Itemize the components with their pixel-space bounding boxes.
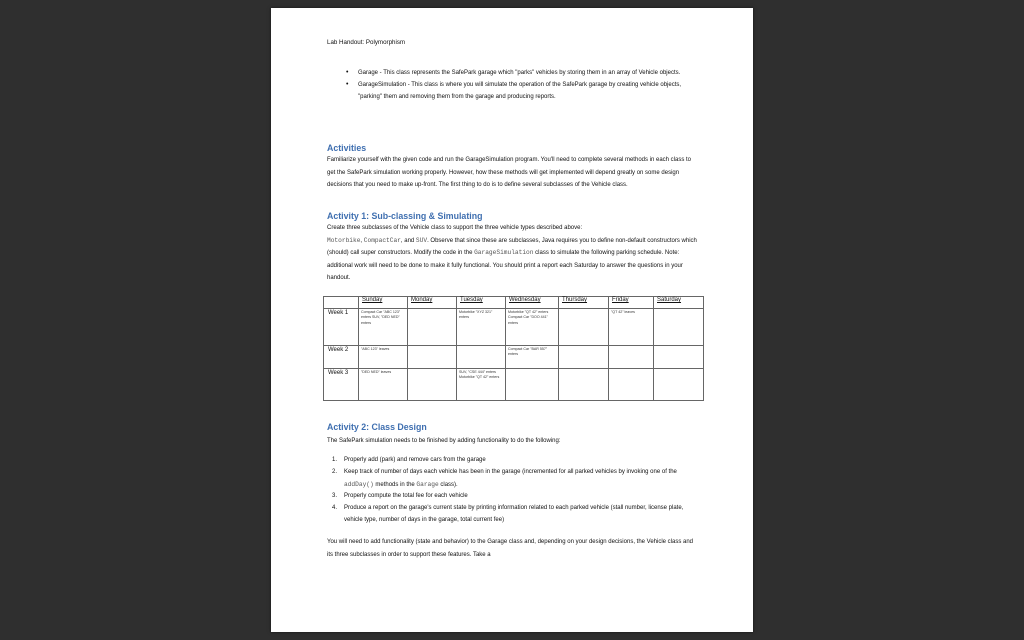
schedule-cell: Motorbike "XYZ 321" enters [457,309,506,346]
schedule-cell [654,369,704,401]
schedule-cell [654,346,704,369]
schedule-cell [559,369,609,401]
bullet-garage-simulation: • GarageSimulation - This class is where you will simulate the operation of the SafePark garage by creating vehicle objects, "parking" them and removing them from the garage and producing reports. [344,79,704,103]
week-label: Week 1 [324,309,359,346]
task-item: 3. Properly compute the total fee for each vehicle [332,493,468,500]
schedule-cell [609,346,654,369]
day-header: Thursday [559,297,609,309]
week-label: Week 2 [324,346,359,369]
schedule-cell: Compact Car "BAR 557" enters [506,346,559,369]
day-header: Saturday [654,297,704,309]
week-label: Week 3 [324,369,359,401]
task-item: 4. Produce a report on the garage's current state by printing information related to each parked vehicle (stall number, license plate, vehicle type, number of days in the garage, total current fee) [332,505,684,523]
day-header: Sunday [359,297,408,309]
activity1-body: Create three subclasses of the Vehicle class to support the three vehicle types described above: Motorbike, CompactCar, and SUV. Observe that since these are subclasses, Java requires you to define non-default constructors which (should) call super constructors. Modify the code in the GarageSimulation class to simulate the following parking schedule. Note: additional work will need to be done to make it fully functional. You should print a report each Saturday to answer the questions in your handout. [327,225,697,282]
parking-schedule-table [323,296,704,401]
task-list [327,455,699,527]
schedule-row [324,369,704,401]
schedule-cell: "ABC 123" leaves [359,346,408,369]
activities-heading: Activities [327,143,367,153]
activity2-heading: Activity 2: Class Design [327,422,427,432]
bullet-garage: • Garage - This class represents the SafePark garage which "parks" vehicles by storing them in an array of Vehicle objects. [344,67,704,79]
day-header: Wednesday [506,297,559,309]
activity2-intro: The SafePark simulation needs to be finished by adding functionality to do the following: [327,438,561,444]
day-header: Tuesday [457,297,506,309]
schedule-cell [654,309,704,346]
schedule-cell [559,346,609,369]
schedule-cell [506,369,559,401]
schedule-cell [408,346,457,369]
task-item: 2. Keep track of number of days each vehicle has been in the garage (incremented for all parked vehicles by invoking one of the addDay() methods in the Garage class). [332,468,677,488]
schedule-cell: "DED NED" leaves [359,369,408,401]
schedule-cell [408,309,457,346]
document-page [271,8,753,632]
schedule-cell [609,369,654,401]
schedule-cell: Motorbike "QT 42" enters Compact Car "DOO 441" enters [506,309,559,346]
day-header: Friday [609,297,654,309]
schedule-cell: Compact Car "ABC 123" enters SUV, "DED NED" enters [359,309,408,346]
schedule-cell [559,309,609,346]
schedule-row [324,346,704,369]
day-header: Monday [408,297,457,309]
task-item: 1. Properly add (park) and remove cars from the garage [332,457,486,463]
corner-cell [324,297,359,309]
schedule-cell [457,346,506,369]
schedule-row [324,309,704,346]
schedule-cell: "QT 42" leaves [609,309,654,346]
schedule-cell [408,369,457,401]
page-header: Lab Handout: Polymorphism [327,39,406,46]
schedule-cell: SUV, "CSE 444" enters Motorbike "QT 42" enters [457,369,506,401]
activity2-closing: You will need to add functionality (state and behavior) to the Garage class and, depending on your design decisions, the Vehicle class and its three subclasses in order to support these features. Take a [327,539,694,558]
bullet-list [344,67,704,103]
activity1-heading: Activity 1: Sub-classing & Simulating [327,211,483,221]
activities-body: Familiarize yourself with the given code and run the GarageSimulation program. You'll need to complete several methods in each class to get the SafePark simulation working properly. However, how these methods will get implemented will depend greatly on some design decisions that you need to make up-front. The first thing to do is to define several subclasses of the Vehicle class. [327,157,692,189]
